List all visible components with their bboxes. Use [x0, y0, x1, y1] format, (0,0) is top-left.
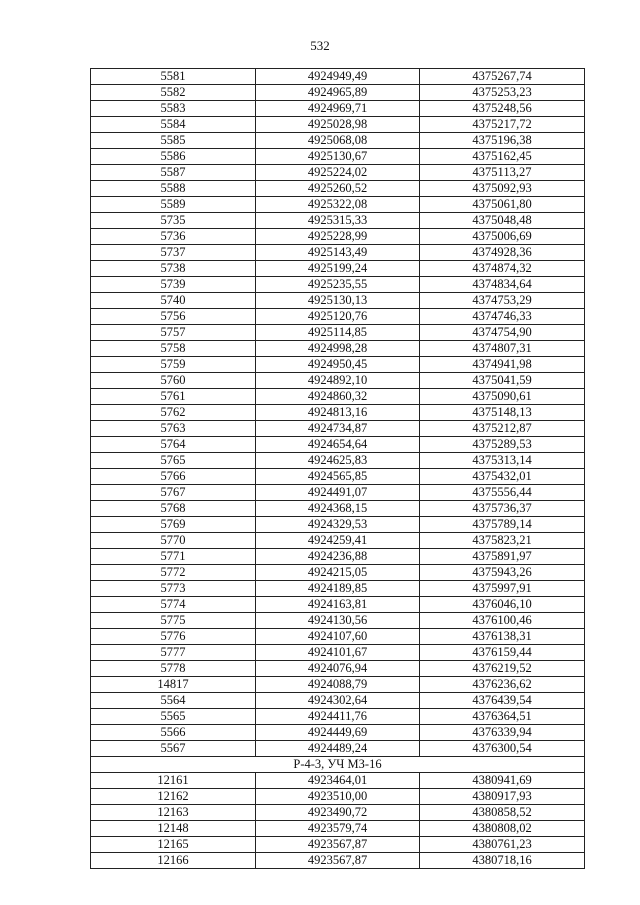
table-row [91, 549, 585, 565]
point-number-cell: 5738 [91, 261, 256, 277]
table-row [91, 101, 585, 117]
point-number-cell: 5581 [91, 69, 256, 85]
table-row [91, 597, 585, 613]
x-coordinate-cell: 4924813,16 [256, 405, 420, 421]
point-number-cell: 5756 [91, 309, 256, 325]
point-number-cell: 5778 [91, 661, 256, 677]
x-coordinate-cell: 4923510,00 [256, 789, 420, 805]
table-row [91, 453, 585, 469]
table-row [91, 661, 585, 677]
point-number-cell: 5763 [91, 421, 256, 437]
table-row [91, 213, 585, 229]
x-coordinate-cell: 4925199,24 [256, 261, 420, 277]
table-row [91, 341, 585, 357]
y-coordinate-cell: 4375289,53 [420, 437, 585, 453]
table-row [91, 117, 585, 133]
x-coordinate-cell: 4924949,49 [256, 69, 420, 85]
y-coordinate-cell: 4376439,54 [420, 693, 585, 709]
y-coordinate-cell: 4375006,69 [420, 229, 585, 245]
table-row [91, 645, 585, 661]
point-number-cell: 5584 [91, 117, 256, 133]
point-number-cell: 5770 [91, 533, 256, 549]
table-row [91, 485, 585, 501]
point-number-cell: 5589 [91, 197, 256, 213]
y-coordinate-cell: 4380808,02 [420, 821, 585, 837]
y-coordinate-cell: 4376100,46 [420, 613, 585, 629]
y-coordinate-cell: 4375823,21 [420, 533, 585, 549]
point-number-cell: 5762 [91, 405, 256, 421]
point-number-cell: 5566 [91, 725, 256, 741]
x-coordinate-cell: 4924189,85 [256, 581, 420, 597]
point-number-cell: 5739 [91, 277, 256, 293]
y-coordinate-cell: 4376046,10 [420, 597, 585, 613]
y-coordinate-cell: 4375048,48 [420, 213, 585, 229]
x-coordinate-cell: 4924998,28 [256, 341, 420, 357]
point-number-cell: 5583 [91, 101, 256, 117]
table-row [91, 629, 585, 645]
x-coordinate-cell: 4924368,15 [256, 501, 420, 517]
y-coordinate-cell: 4376300,54 [420, 741, 585, 757]
point-number-cell: 5565 [91, 709, 256, 725]
table-row [91, 373, 585, 389]
x-coordinate-cell: 4924130,56 [256, 613, 420, 629]
point-number-cell: 5775 [91, 613, 256, 629]
point-number-cell: 5772 [91, 565, 256, 581]
point-number-cell: 12161 [91, 773, 256, 789]
point-number-cell: 5567 [91, 741, 256, 757]
x-coordinate-cell: 4925260,52 [256, 181, 420, 197]
table-row [91, 389, 585, 405]
y-coordinate-cell: 4375432,01 [420, 469, 585, 485]
y-coordinate-cell: 4375217,72 [420, 117, 585, 133]
x-coordinate-cell: 4924950,45 [256, 357, 420, 373]
x-coordinate-cell: 4925130,13 [256, 293, 420, 309]
y-coordinate-cell: 4375196,38 [420, 133, 585, 149]
table-row [91, 501, 585, 517]
section-heading: Р-4-3, УЧ МЗ-16 [91, 757, 585, 773]
y-coordinate-cell: 4380941,69 [420, 773, 585, 789]
x-coordinate-cell: 4924329,53 [256, 517, 420, 533]
y-coordinate-cell: 4375997,91 [420, 581, 585, 597]
y-coordinate-cell: 4380858,52 [420, 805, 585, 821]
x-coordinate-cell: 4924860,32 [256, 389, 420, 405]
point-number-cell: 5586 [91, 149, 256, 165]
table-row [91, 309, 585, 325]
y-coordinate-cell: 4375162,45 [420, 149, 585, 165]
point-number-cell: 5759 [91, 357, 256, 373]
y-coordinate-cell: 4375943,26 [420, 565, 585, 581]
x-coordinate-cell: 4923490,72 [256, 805, 420, 821]
y-coordinate-cell: 4375313,14 [420, 453, 585, 469]
table-row [91, 437, 585, 453]
point-number-cell: 5760 [91, 373, 256, 389]
table-row [91, 789, 585, 805]
table-row [91, 261, 585, 277]
x-coordinate-cell: 4924625,83 [256, 453, 420, 469]
y-coordinate-cell: 4380917,93 [420, 789, 585, 805]
point-number-cell: 5564 [91, 693, 256, 709]
table-row [91, 741, 585, 757]
x-coordinate-cell: 4924411,76 [256, 709, 420, 725]
point-number-cell: 5582 [91, 85, 256, 101]
table-row [91, 837, 585, 853]
point-number-cell: 5587 [91, 165, 256, 181]
y-coordinate-cell: 4375090,61 [420, 389, 585, 405]
table-row [91, 229, 585, 245]
x-coordinate-cell: 4925315,33 [256, 213, 420, 229]
x-coordinate-cell: 4925224,02 [256, 165, 420, 181]
table-row [91, 613, 585, 629]
table-row [91, 693, 585, 709]
point-number-cell: 5773 [91, 581, 256, 597]
table-row [91, 725, 585, 741]
y-coordinate-cell: 4375248,56 [420, 101, 585, 117]
y-coordinate-cell: 4374928,36 [420, 245, 585, 261]
x-coordinate-cell: 4924302,64 [256, 693, 420, 709]
point-number-cell: 5736 [91, 229, 256, 245]
table-row [91, 85, 585, 101]
point-number-cell: 5774 [91, 597, 256, 613]
table-row [91, 773, 585, 789]
table-row [91, 469, 585, 485]
x-coordinate-cell: 4924076,94 [256, 661, 420, 677]
table-row [91, 149, 585, 165]
point-number-cell: 5737 [91, 245, 256, 261]
point-number-cell: 5740 [91, 293, 256, 309]
table-row [91, 805, 585, 821]
table-row [91, 293, 585, 309]
y-coordinate-cell: 4375253,23 [420, 85, 585, 101]
point-number-cell: 5585 [91, 133, 256, 149]
point-number-cell: 5768 [91, 501, 256, 517]
page-number: 532 [310, 38, 330, 53]
x-coordinate-cell: 4924969,71 [256, 101, 420, 117]
x-coordinate-cell: 4925228,99 [256, 229, 420, 245]
x-coordinate-cell: 4923579,74 [256, 821, 420, 837]
y-coordinate-cell: 4374834,64 [420, 277, 585, 293]
table-row [91, 197, 585, 213]
y-coordinate-cell: 4374941,98 [420, 357, 585, 373]
point-number-cell: 5588 [91, 181, 256, 197]
table-row [91, 165, 585, 181]
point-number-cell: 5757 [91, 325, 256, 341]
x-coordinate-cell: 4925120,76 [256, 309, 420, 325]
x-coordinate-cell: 4925068,08 [256, 133, 420, 149]
table-row [91, 133, 585, 149]
table-row [91, 517, 585, 533]
y-coordinate-cell: 4380761,23 [420, 837, 585, 853]
y-coordinate-cell: 4375556,44 [420, 485, 585, 501]
x-coordinate-cell: 4925028,98 [256, 117, 420, 133]
x-coordinate-cell: 4925130,67 [256, 149, 420, 165]
table-row [91, 565, 585, 581]
y-coordinate-cell: 4374807,31 [420, 341, 585, 357]
y-coordinate-cell: 4375061,80 [420, 197, 585, 213]
point-number-cell: 5735 [91, 213, 256, 229]
x-coordinate-cell: 4924892,10 [256, 373, 420, 389]
section-heading-row [91, 757, 585, 773]
x-coordinate-cell: 4924215,05 [256, 565, 420, 581]
table-row [91, 277, 585, 293]
point-number-cell: 12166 [91, 853, 256, 869]
x-coordinate-cell: 4925235,55 [256, 277, 420, 293]
x-coordinate-cell: 4923464,01 [256, 773, 420, 789]
table-row [91, 245, 585, 261]
x-coordinate-cell: 4924088,79 [256, 677, 420, 693]
point-number-cell: 12148 [91, 821, 256, 837]
y-coordinate-cell: 4374753,29 [420, 293, 585, 309]
y-coordinate-cell: 4376219,52 [420, 661, 585, 677]
point-number-cell: 12165 [91, 837, 256, 853]
y-coordinate-cell: 4375092,93 [420, 181, 585, 197]
x-coordinate-cell: 4923567,87 [256, 853, 420, 869]
y-coordinate-cell: 4375148,13 [420, 405, 585, 421]
point-number-cell: 5769 [91, 517, 256, 533]
table-row [91, 677, 585, 693]
point-number-cell: 5766 [91, 469, 256, 485]
x-coordinate-cell: 4925143,49 [256, 245, 420, 261]
coordinates-table-body [91, 69, 585, 869]
y-coordinate-cell: 4376339,94 [420, 725, 585, 741]
y-coordinate-cell: 4380718,16 [420, 853, 585, 869]
x-coordinate-cell: 4923567,87 [256, 837, 420, 853]
x-coordinate-cell: 4924449,69 [256, 725, 420, 741]
x-coordinate-cell: 4924107,60 [256, 629, 420, 645]
table-row [91, 405, 585, 421]
x-coordinate-cell: 4924236,88 [256, 549, 420, 565]
x-coordinate-cell: 4924654,64 [256, 437, 420, 453]
y-coordinate-cell: 4375212,87 [420, 421, 585, 437]
y-coordinate-cell: 4375041,59 [420, 373, 585, 389]
point-number-cell: 5758 [91, 341, 256, 357]
point-number-cell: 5771 [91, 549, 256, 565]
point-number-cell: 5765 [91, 453, 256, 469]
table-row [91, 709, 585, 725]
y-coordinate-cell: 4376236,62 [420, 677, 585, 693]
x-coordinate-cell: 4924101,67 [256, 645, 420, 661]
table-row [91, 533, 585, 549]
y-coordinate-cell: 4375891,97 [420, 549, 585, 565]
table-row [91, 181, 585, 197]
table-row [91, 325, 585, 341]
point-number-cell: 14817 [91, 677, 256, 693]
y-coordinate-cell: 4375113,27 [420, 165, 585, 181]
x-coordinate-cell: 4924965,89 [256, 85, 420, 101]
x-coordinate-cell: 4924489,24 [256, 741, 420, 757]
y-coordinate-cell: 4376159,44 [420, 645, 585, 661]
point-number-cell: 5767 [91, 485, 256, 501]
point-number-cell: 5777 [91, 645, 256, 661]
table-row [91, 421, 585, 437]
x-coordinate-cell: 4925114,85 [256, 325, 420, 341]
y-coordinate-cell: 4374746,33 [420, 309, 585, 325]
point-number-cell: 5776 [91, 629, 256, 645]
table-row [91, 69, 585, 85]
y-coordinate-cell: 4374874,32 [420, 261, 585, 277]
coordinates-table [90, 68, 585, 869]
x-coordinate-cell: 4924734,87 [256, 421, 420, 437]
x-coordinate-cell: 4924565,85 [256, 469, 420, 485]
point-number-cell: 12162 [91, 789, 256, 805]
y-coordinate-cell: 4375267,74 [420, 69, 585, 85]
y-coordinate-cell: 4375736,37 [420, 501, 585, 517]
x-coordinate-cell: 4925322,08 [256, 197, 420, 213]
x-coordinate-cell: 4924259,41 [256, 533, 420, 549]
table-row [91, 357, 585, 373]
point-number-cell: 12163 [91, 805, 256, 821]
point-number-cell: 5764 [91, 437, 256, 453]
x-coordinate-cell: 4924491,07 [256, 485, 420, 501]
y-coordinate-cell: 4375789,14 [420, 517, 585, 533]
x-coordinate-cell: 4924163,81 [256, 597, 420, 613]
y-coordinate-cell: 4376364,51 [420, 709, 585, 725]
y-coordinate-cell: 4376138,31 [420, 629, 585, 645]
y-coordinate-cell: 4374754,90 [420, 325, 585, 341]
table-row [91, 853, 585, 869]
table-row [91, 581, 585, 597]
point-number-cell: 5761 [91, 389, 256, 405]
table-row [91, 821, 585, 837]
